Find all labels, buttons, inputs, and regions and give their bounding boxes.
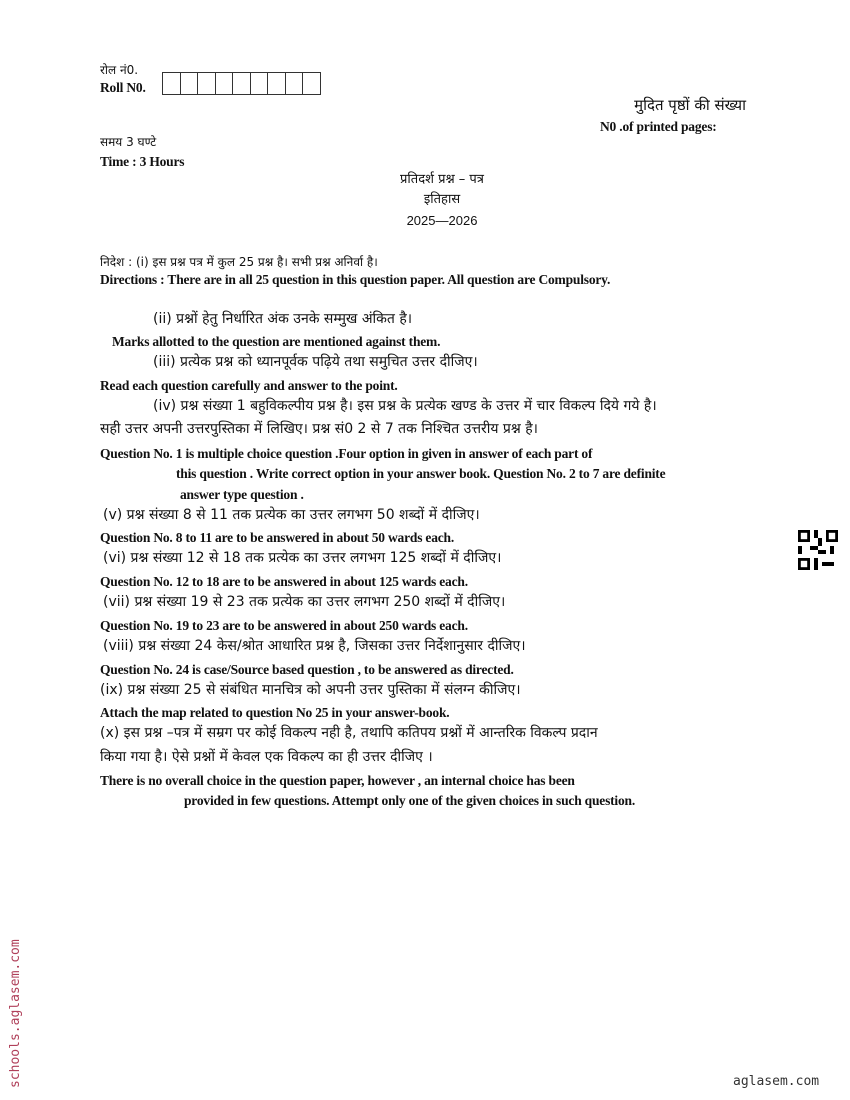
roll-number-boxes: [162, 72, 321, 95]
roll-label-hindi: रोल नं0.: [100, 63, 139, 77]
roll-label: Roll N0.: [100, 80, 146, 95]
instruction-line: (vii) प्रश्न संख्या 19 से 23 तक प्रत्येक का उत्तर लगभग 250 शब्दों में दीजिए।: [103, 594, 506, 610]
bottom-watermark: aglasem.com: [733, 1074, 820, 1089]
instruction-line: There is no overall choice in the question paper, however , an internal choice has been: [100, 773, 575, 788]
instruction-line: निदेश : (i) इस प्रश्न पत्र में कुल 25 प्रश्न है। सभी प्रश्न अनिर्वा है।: [100, 255, 378, 269]
instruction-line: सही उत्तर अपनी उत्तरपुस्तिका में लिखिए। प्रश्न सं0 2 से 7 तक निश्चित उत्तरीय प्रश्न है।: [100, 421, 538, 437]
side-watermark: schools.aglasem.com: [8, 939, 23, 1088]
qr-code-icon: [798, 530, 838, 570]
instruction-line: answer type question .: [180, 487, 304, 502]
subject-title: इतिहास: [423, 192, 461, 207]
instruction-line: Directions : There are in all 25 question in this question paper. All question are Compulsory.: [100, 272, 611, 287]
instruction-line: provided in few questions. Attempt only one of the given choices in such question.: [184, 793, 636, 808]
instruction-line: (viii) प्रश्न संख्या 24 केस/श्रोत आधारित प्रश्न है, जिसका उत्तर निर्देशानुसार दीजिए।: [103, 638, 526, 654]
instruction-line: Marks allotted to the question are mentioned against them.: [112, 334, 441, 349]
printed-pages-label-hindi: मुदित पृष्ठों की संख्या: [634, 96, 746, 114]
session-year: 2025—2026: [406, 213, 478, 228]
time-label-hindi: समय 3 घण्टे: [100, 135, 157, 149]
instruction-line: Question No. 24 is case/Source based question , to be answered as directed.: [100, 662, 514, 677]
instruction-line: Read each question carefully and answer to the point.: [100, 378, 398, 393]
instruction-line: Attach the map related to question No 25 in your answer-book.: [100, 705, 450, 720]
paper-title: प्रतिदर्श प्रश्न – पत्र: [400, 172, 484, 187]
instruction-line: (iii) प्रत्येक प्रश्न को ध्यानपूर्वक पढ़िये तथा समुचित उत्तर दीजिए।: [153, 354, 478, 370]
instruction-line: this question . Write correct option in your answer book. Question No. 2 to 7 are definite: [176, 466, 666, 481]
time-label: Time : 3 Hours: [100, 154, 185, 169]
instruction-line: किया गया है। ऐसे प्रश्नों में केवल एक विकल्प का ही उत्तर दीजिए ।: [100, 749, 433, 765]
instruction-line: (iv) प्रश्न संख्या 1 बहुविकल्पीय प्रश्न है। इस प्रश्न के प्रत्येक खण्ड के उत्तर में चार विकल्प दिये गये है।: [153, 398, 657, 414]
instruction-line: (vi) प्रश्न संख्या 12 से 18 तक प्रत्येक का उत्तर लगभग 125 शब्दों में दीजिए।: [103, 550, 502, 566]
instruction-line: (x) इस प्रश्न –पत्र में सम्रग पर कोई विकल्प नही है, तथापि कतिपय प्रश्नों में आन्तरिक विकल्प प्रदान: [100, 725, 598, 741]
instruction-line: Question No. 19 to 23 are to be answered in about 250 wards each.: [100, 618, 468, 633]
instruction-line: Question No. 12 to 18 are to be answered in about 125 wards each.: [100, 574, 468, 589]
instruction-line: (v) प्रश्न संख्या 8 से 11 तक प्रत्येक का उत्तर लगभग 50 शब्दों में दीजिए।: [103, 507, 480, 523]
printed-pages-label: N0 .of printed pages:: [600, 119, 717, 134]
instruction-line: (ix) प्रश्न संख्या 25 से संबंधित मानचित्र को अपनी उत्तर पुस्तिका में संलग्न कीजिए।: [100, 682, 521, 698]
instruction-line: (ii) प्रश्नों हेतु निर्धारित अंक उनके सम्मुख अंकित है।: [153, 311, 413, 327]
instruction-line: Question No. 1 is multiple choice question .Four option in given in answer of each part of: [100, 446, 593, 461]
instruction-line: Question No. 8 to 11 are to be answered in about 50 wards each.: [100, 530, 455, 545]
